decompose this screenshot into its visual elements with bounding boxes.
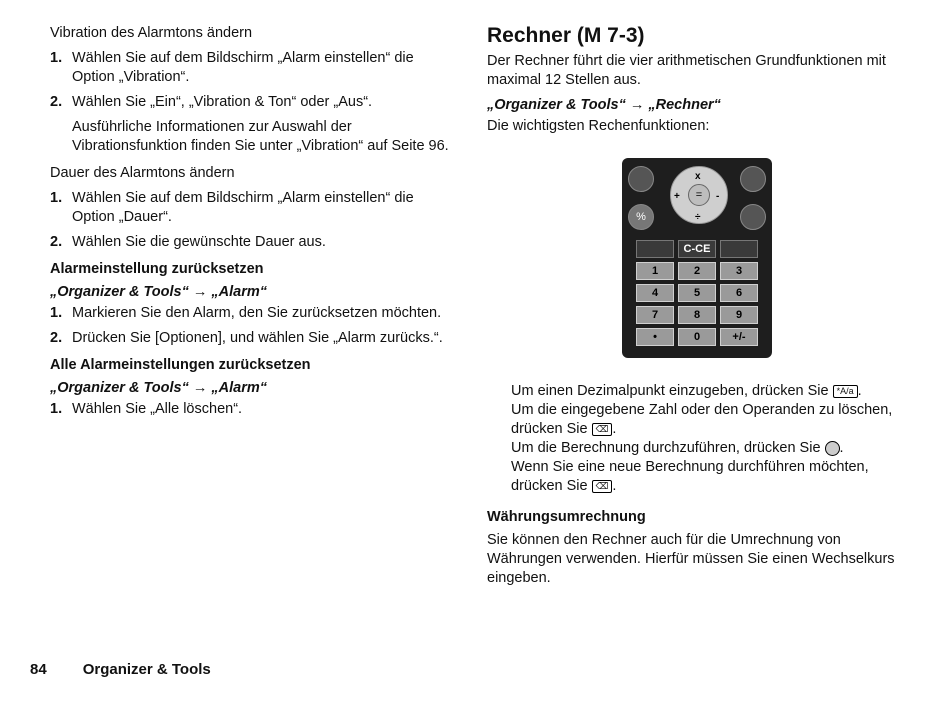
key-0: 0 <box>678 328 716 346</box>
reset-heading: Alarmeinstellung zurücksetzen <box>50 261 264 277</box>
duration-step-1 <box>50 189 455 227</box>
key-sign: +/- <box>720 328 758 346</box>
step-number: 2. <box>50 330 63 346</box>
calculator-intro: Der Rechner führt die vier arithmetischen Grundfunktionen mit maximal 12 Stellen aus. <box>487 53 886 88</box>
minus-mark: - <box>716 191 720 202</box>
soft-key-left-icon <box>628 166 654 192</box>
function-instructions <box>511 382 907 496</box>
left-column <box>50 24 455 425</box>
clear-key: C-CE <box>678 240 716 258</box>
page-footer <box>30 661 211 678</box>
reset-menu-path: „Organizer & Tools“ → „Alarm“ <box>50 284 267 300</box>
star-key-icon: *A/a <box>833 385 858 398</box>
blank-key <box>636 240 674 258</box>
key-8: 8 <box>678 306 716 324</box>
new-calc-instruction: Wenn Sie eine neue Berechnung durchführen möchten, drücken Sie ⌫ . <box>511 459 869 494</box>
step-number: 2. <box>50 94 63 110</box>
key-3: 3 <box>720 262 758 280</box>
step-number: 1. <box>50 190 63 206</box>
center-key-icon <box>825 441 840 456</box>
duration-heading: Dauer des Alarmtons ändern <box>50 165 235 181</box>
reset-all-heading: Alle Alarmeinstellungen zurücksetzen <box>50 357 311 373</box>
clear-text: Um die eingegebene Zahl oder den Operanden zu löschen, drücken Sie <box>511 402 893 437</box>
vibration-step-1 <box>50 49 455 87</box>
key-2: 2 <box>678 262 716 280</box>
vibration-note: Ausführliche Informationen zur Auswahl der Vibrationsfunktion finden Sie unter „Vibration“ auf Seite 96. <box>72 119 449 154</box>
step-text: Wählen Sie die gewünschte Dauer aus. <box>72 234 326 250</box>
key-decimal: • <box>636 328 674 346</box>
multiply-mark: x <box>695 171 701 182</box>
equals-key: = <box>688 184 710 206</box>
clear-instruction: Um die eingegebene Zahl oder den Operanden zu löschen, drücken Sie ⌫ . <box>511 402 893 437</box>
calculator-menu-path: „Organizer & Tools“ → „Rechner“ <box>487 97 721 113</box>
right-column <box>487 24 907 594</box>
percent-key: % <box>628 204 654 230</box>
page-number: 84 <box>30 661 47 678</box>
back-key-icon: ⌫ <box>592 423 613 436</box>
new-calc-text: Wenn Sie eine neue Berechnung durchführen möchten, drücken Sie <box>511 459 869 494</box>
key-9: 9 <box>720 306 758 324</box>
keypad-figure <box>487 158 907 358</box>
reset-all-step-1 <box>50 400 455 419</box>
decimal-text: Um einen Dezimalpunkt einzugeben, drücken Sie <box>511 383 829 399</box>
side-key-icon <box>740 204 766 230</box>
keypad-row-4 <box>636 328 758 346</box>
step-number: 1. <box>50 305 63 321</box>
phone-keypad-image <box>622 158 772 358</box>
key-4: 4 <box>636 284 674 302</box>
step-number: 1. <box>50 401 63 417</box>
currency-heading: Währungsumrechnung <box>487 509 646 525</box>
step-number: 1. <box>50 50 63 66</box>
key-7: 7 <box>636 306 674 324</box>
step-text: Wählen Sie „Alle löschen“. <box>72 401 243 417</box>
duration-step-2 <box>50 233 455 252</box>
reset-all-menu-path: „Organizer & Tools“ → „Alarm“ <box>50 380 267 396</box>
calc-text: Um die Berechnung durchzuführen, drücken Sie <box>511 440 821 456</box>
step-text: Wählen Sie auf dem Bildschirm „Alarm einstellen“ die Option „Vibration“. <box>72 50 414 85</box>
keypad-row-3 <box>636 306 758 324</box>
step-text: Wählen Sie auf dem Bildschirm „Alarm einstellen“ die Option „Dauer“. <box>72 190 414 225</box>
clear-row <box>636 240 758 258</box>
key-5: 5 <box>678 284 716 302</box>
step-text: Drücken Sie [Optionen], und wählen Sie „Alarm zurücks.“. <box>72 330 443 346</box>
section-title: Rechner (M 7-3) <box>487 24 645 47</box>
vibration-heading: Vibration des Alarmtons ändern <box>50 25 253 41</box>
calc-instruction: Um die Berechnung durchzuführen, drücken Sie . <box>511 440 844 456</box>
soft-key-right-icon <box>740 166 766 192</box>
reset-step-1 <box>50 304 455 323</box>
vibration-step-2 <box>50 93 455 112</box>
key-6: 6 <box>720 284 758 302</box>
functions-label: Die wichtigsten Rechenfunktionen: <box>487 118 710 134</box>
currency-text: Sie können den Rechner auch für die Umrechnung von Währungen verwenden. Hierfür müssen Sie einen Wechselkurs eingeben. <box>487 532 895 586</box>
decimal-instruction: Um einen Dezimalpunkt einzugeben, drücken Sie *A/a . <box>511 383 862 399</box>
reset-step-2 <box>50 329 455 348</box>
key-1: 1 <box>636 262 674 280</box>
step-number: 2. <box>50 234 63 250</box>
keypad-row-1 <box>636 262 758 280</box>
divide-mark: ÷ <box>695 212 701 223</box>
keypad-row-2 <box>636 284 758 302</box>
back-key-icon: ⌫ <box>592 480 613 493</box>
step-text: Wählen Sie „Ein“, „Vibration & Ton“ oder „Aus“. <box>72 94 373 110</box>
footer-section: Organizer & Tools <box>82 661 211 678</box>
blank-key <box>720 240 758 258</box>
step-text: Markieren Sie den Alarm, den Sie zurücksetzen möchten. <box>72 305 442 321</box>
plus-mark: + <box>674 191 680 202</box>
